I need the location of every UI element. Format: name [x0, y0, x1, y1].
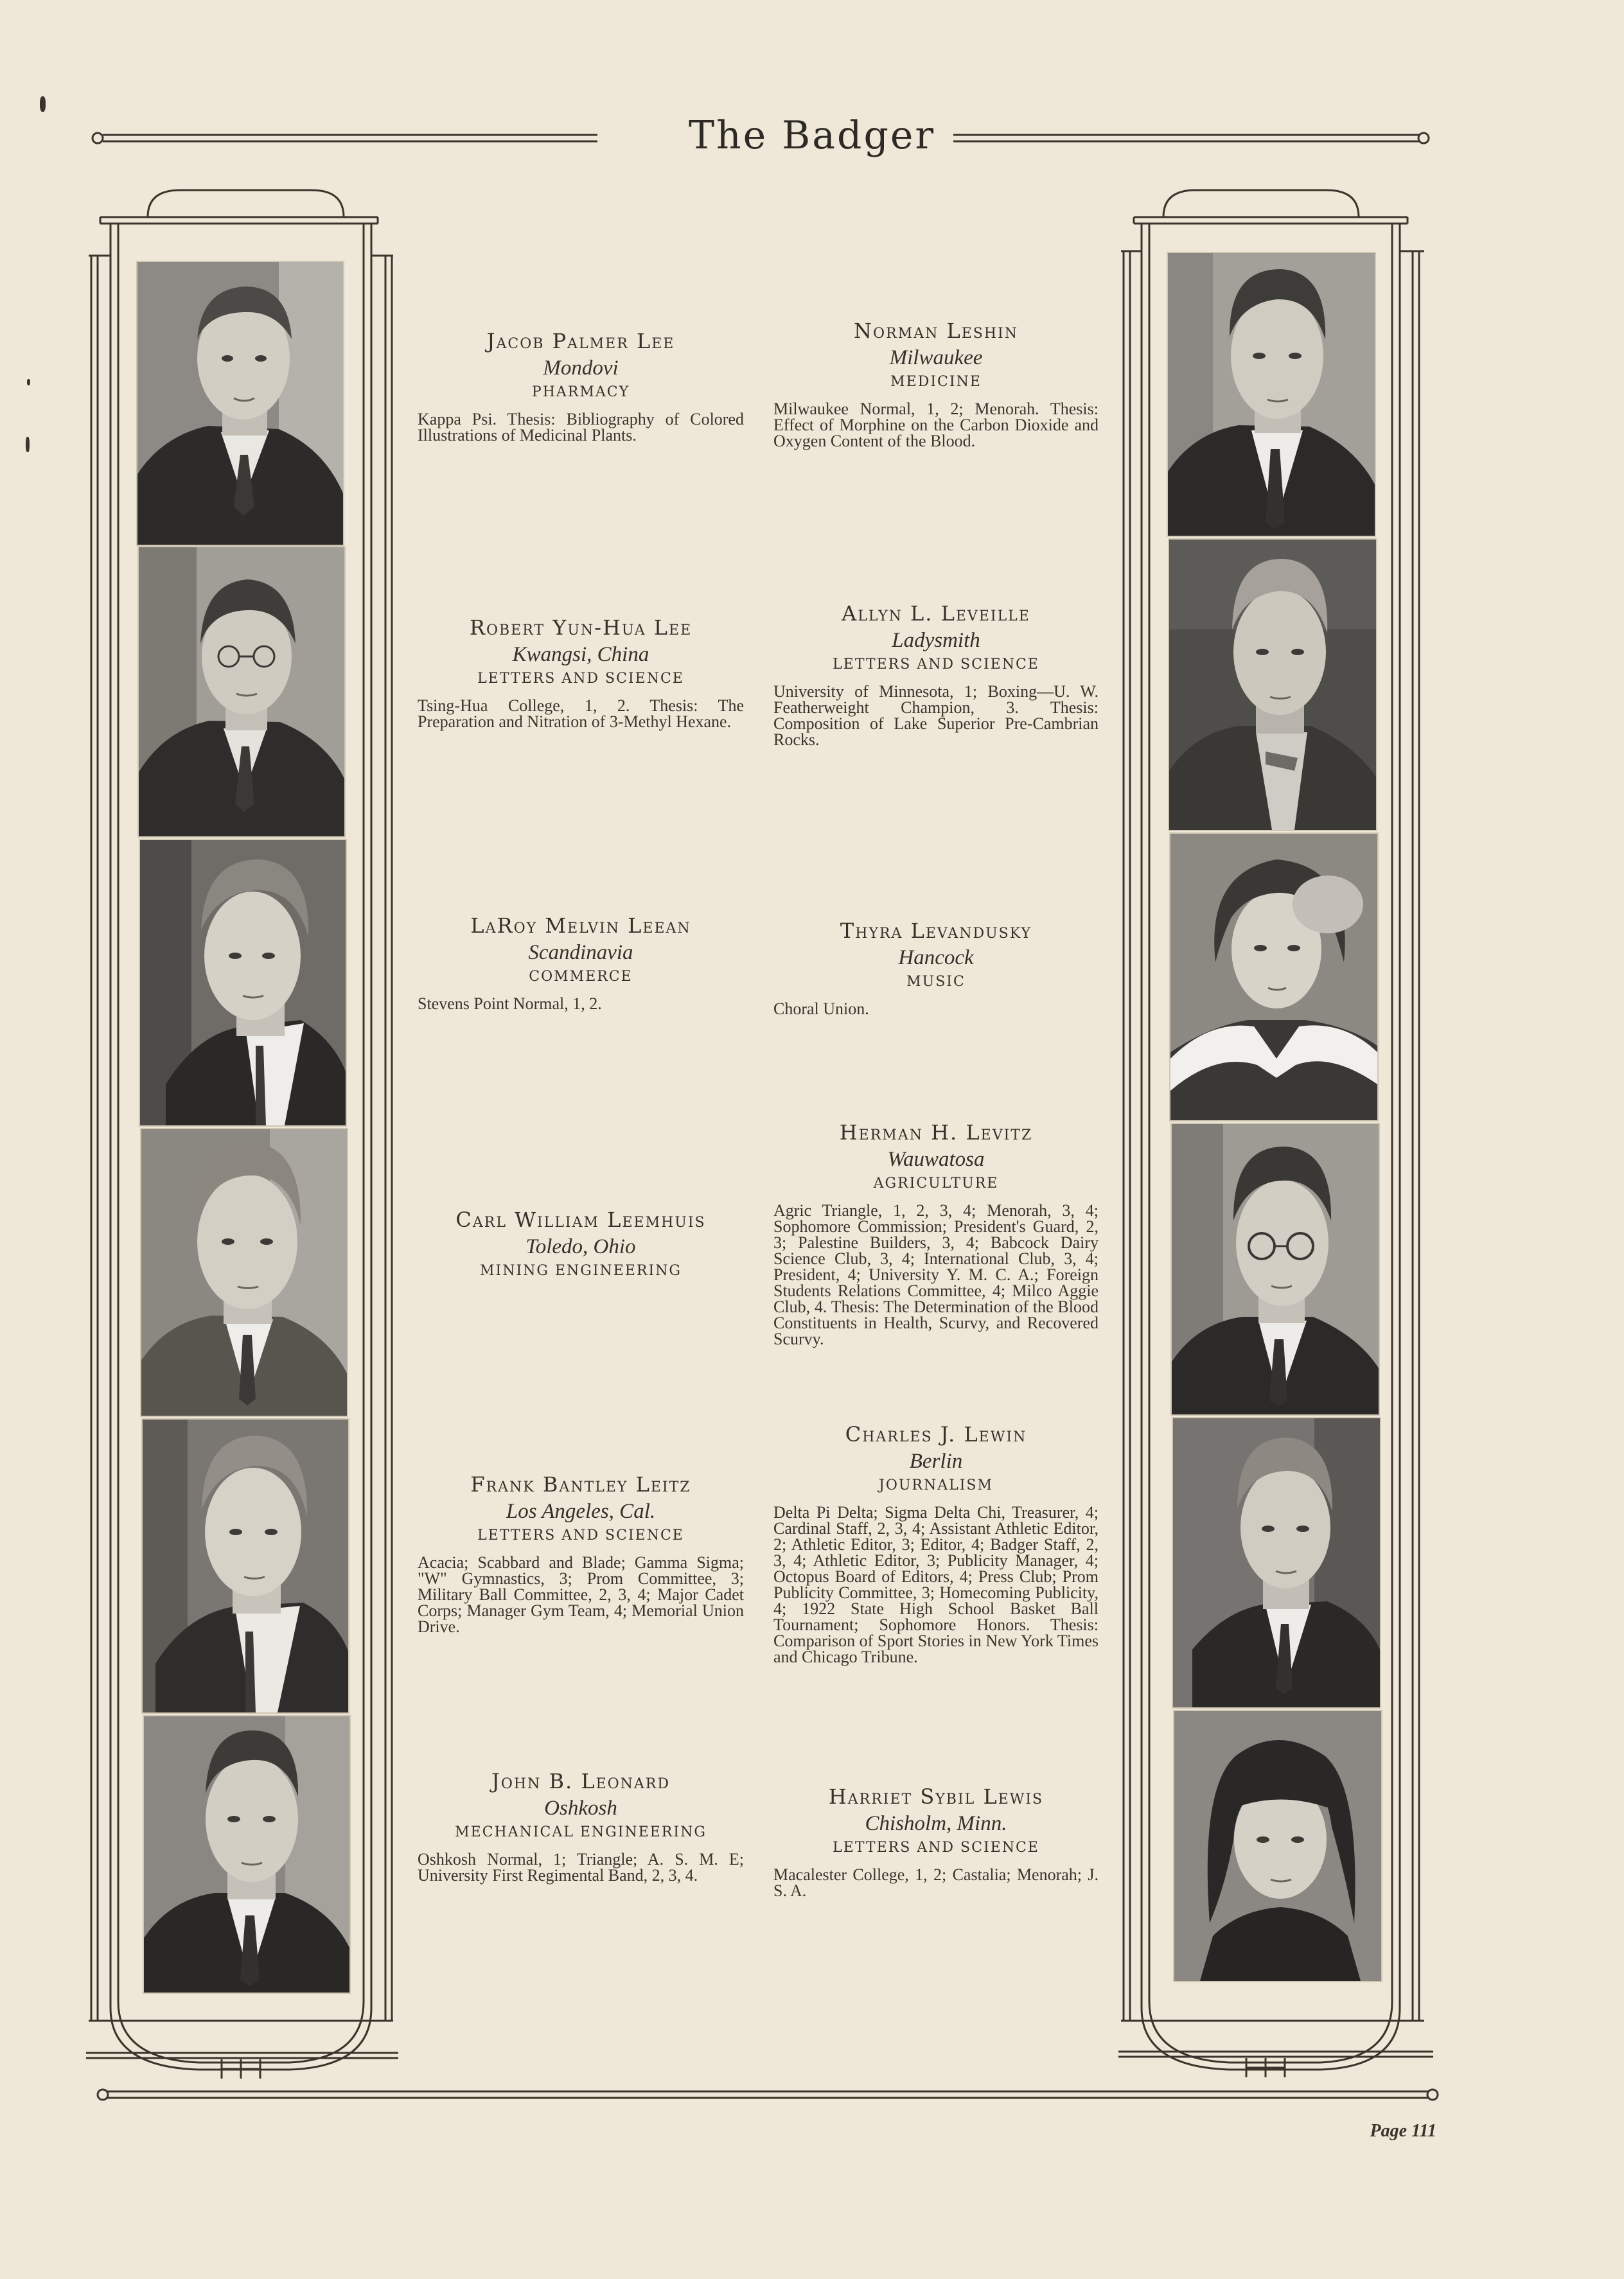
activities-text: Stevens Point Normal, 1, 2.: [418, 994, 602, 1013]
portrait-photo: [140, 1128, 348, 1417]
portrait-photo: [1172, 1417, 1381, 1709]
course-of-study: PHARMACY: [531, 384, 630, 400]
senior-entry: [418, 614, 744, 730]
activities-text: Acacia; Scabbard and Blade; Gamma Sigma; "W" Gymnastics, 3; Prom Committee, 3; Military Ball Committee, 2, 3, 4; Major Cadet Corps; Manager Gym Team, 4; Memorial Union Drive.: [418, 1553, 744, 1636]
activities-text: Milwaukee Normal, 1, 2; Menorah. Thesis: Effect of Morphine on the Carbon Dioxide and Oxygen Content of the Blood.: [773, 400, 1099, 450]
hometown: Oshkosh: [544, 1797, 617, 1820]
student-name: Allyn L. Leveille: [842, 601, 1030, 626]
activities-text: Choral Union.: [773, 999, 869, 1018]
hometown: Milwaukee: [889, 346, 983, 369]
senior-entry: [773, 1783, 1099, 1899]
course-of-study: MUSIC: [906, 974, 966, 990]
hometown: Toledo, Ohio: [525, 1235, 636, 1258]
senior-entry: [773, 917, 1099, 1017]
hometown: Scandinavia: [528, 941, 633, 964]
student-name: Thyra Levandusky: [840, 919, 1032, 943]
course-of-study: COMMERCE: [529, 969, 633, 985]
senior-entry: [773, 600, 1099, 748]
senior-entry: [418, 1471, 744, 1635]
hometown: Mondovi: [543, 356, 619, 380]
course-of-study: LETTERS AND SCIENCE: [833, 656, 1039, 673]
student-name: John B. Leonard: [491, 1769, 671, 1793]
hometown: Ladysmith: [892, 629, 980, 652]
course-of-study: MINING ENGINEERING: [480, 1263, 682, 1279]
student-name: Harriet Sybil Lewis: [828, 1784, 1044, 1809]
running-title: The Badger: [0, 113, 1624, 158]
activities-text: Tsing-Hua College, 1, 2. Thesis: The Preparation and Nitration of 3-Methyl Hexane.: [418, 696, 744, 731]
senior-entry: [773, 1119, 1099, 1347]
course-of-study: LETTERS AND SCIENCE: [477, 1527, 684, 1544]
portrait-photo: [143, 1715, 351, 1994]
student-name: Robert Yun-Hua Lee: [469, 615, 693, 640]
margin-mark: [40, 96, 46, 112]
senior-entry: [418, 328, 744, 443]
activities-text: University of Minnesota, 1; Boxing—U. W. Featherweight Champion, 3. Thesis: Composition of Lake Superior Pre-Cambrian Rocks.: [773, 682, 1099, 749]
student-name: Carl William Leemhuis: [455, 1208, 706, 1232]
portrait-photo: [137, 546, 346, 838]
student-name: Frank Bantley Leitz: [470, 1472, 691, 1497]
portrait-photo: [1168, 538, 1377, 831]
course-of-study: LETTERS AND SCIENCE: [833, 1840, 1039, 1856]
margin-mark: [27, 379, 30, 385]
student-name: Charles J. Lewin: [845, 1422, 1027, 1447]
activities-text: Agric Triangle, 1, 2, 3, 4; Menorah, 3, 4; Sophomore Commission; President's Guard, 2, 3; Palestine Builders, 3, 4; Babcock Dairy Science Club, 3, 4; International Club, 3, 4; President, 4; University Y. M. C. A.; Foreign Students Relations Committee, 4; Milco Aggie Club, 4. Thesis: The Determination of the Blood Constituents in Health, Scurvy, and Recovered Scurvy.: [773, 1201, 1099, 1348]
hometown: Chisholm, Minn.: [865, 1812, 1007, 1835]
course-of-study: MECHANICAL ENGINEERING: [455, 1824, 707, 1840]
hometown: Los Angeles, Cal.: [506, 1500, 656, 1523]
senior-entry: [418, 912, 744, 1012]
portrait-photo: [141, 1418, 349, 1714]
portrait-photo: [1167, 252, 1376, 537]
senior-entry: [773, 1421, 1099, 1665]
senior-entry: [418, 1768, 744, 1883]
activities-text: Oshkosh Normal, 1; Triangle; A. S. M. E; University First Regimental Band, 2, 3, 4.: [418, 1850, 744, 1885]
course-of-study: MEDICINE: [890, 374, 982, 390]
portrait-photo: [1173, 1710, 1382, 1982]
activities-text: Macalester College, 1, 2; Castalia; Menorah; J. S. A.: [773, 1865, 1099, 1900]
student-name: Herman H. Levitz: [839, 1120, 1033, 1145]
footer-rule: [96, 2084, 1439, 2113]
portrait-photo: [136, 261, 344, 546]
student-name: Norman Leshin: [854, 319, 1018, 343]
senior-entry: [418, 1206, 744, 1290]
margin-mark: [26, 437, 30, 452]
course-of-study: AGRICULTURE: [873, 1175, 999, 1192]
hometown: Berlin: [909, 1450, 963, 1473]
senior-entry: [773, 317, 1099, 449]
student-name: LaRoy Melvin Leean: [470, 913, 691, 938]
course-of-study: JOURNALISM: [879, 1477, 993, 1493]
page-number: Page 111: [1370, 2121, 1436, 2141]
student-name: Jacob Palmer Lee: [486, 329, 675, 353]
portrait-photo: [139, 839, 347, 1127]
portrait-photo: [1169, 832, 1379, 1122]
hometown: Wauwatosa: [887, 1148, 985, 1171]
activities-text: Kappa Psi. Thesis: Bibliography of Colored Illustrations of Medicinal Plants.: [418, 410, 744, 444]
course-of-study: LETTERS AND SCIENCE: [477, 671, 684, 687]
activities-text: Delta Pi Delta; Sigma Delta Chi, Treasurer, 4; Cardinal Staff, 2, 3, 4; Assistant Athletic Editor, 2; Athletic Editor, 3; Editor, 4; Badger Staff, 2, 3, 4; Athletic Editor, 3; Publicity Manager, 4; Octopus Board of Editors, 4; Press Club; Prom Publicity Committee, 3; Homecoming Publicity, 4; 1922 State High School Basket Ball Tournament; Sophomore Honors. Thesis: Comparison of Sport Stories in New York Times and Chicago Tribune.: [773, 1503, 1099, 1666]
hometown: Kwangsi, China: [512, 643, 649, 666]
portrait-photo: [1170, 1123, 1380, 1416]
hometown: Hancock: [898, 946, 974, 969]
